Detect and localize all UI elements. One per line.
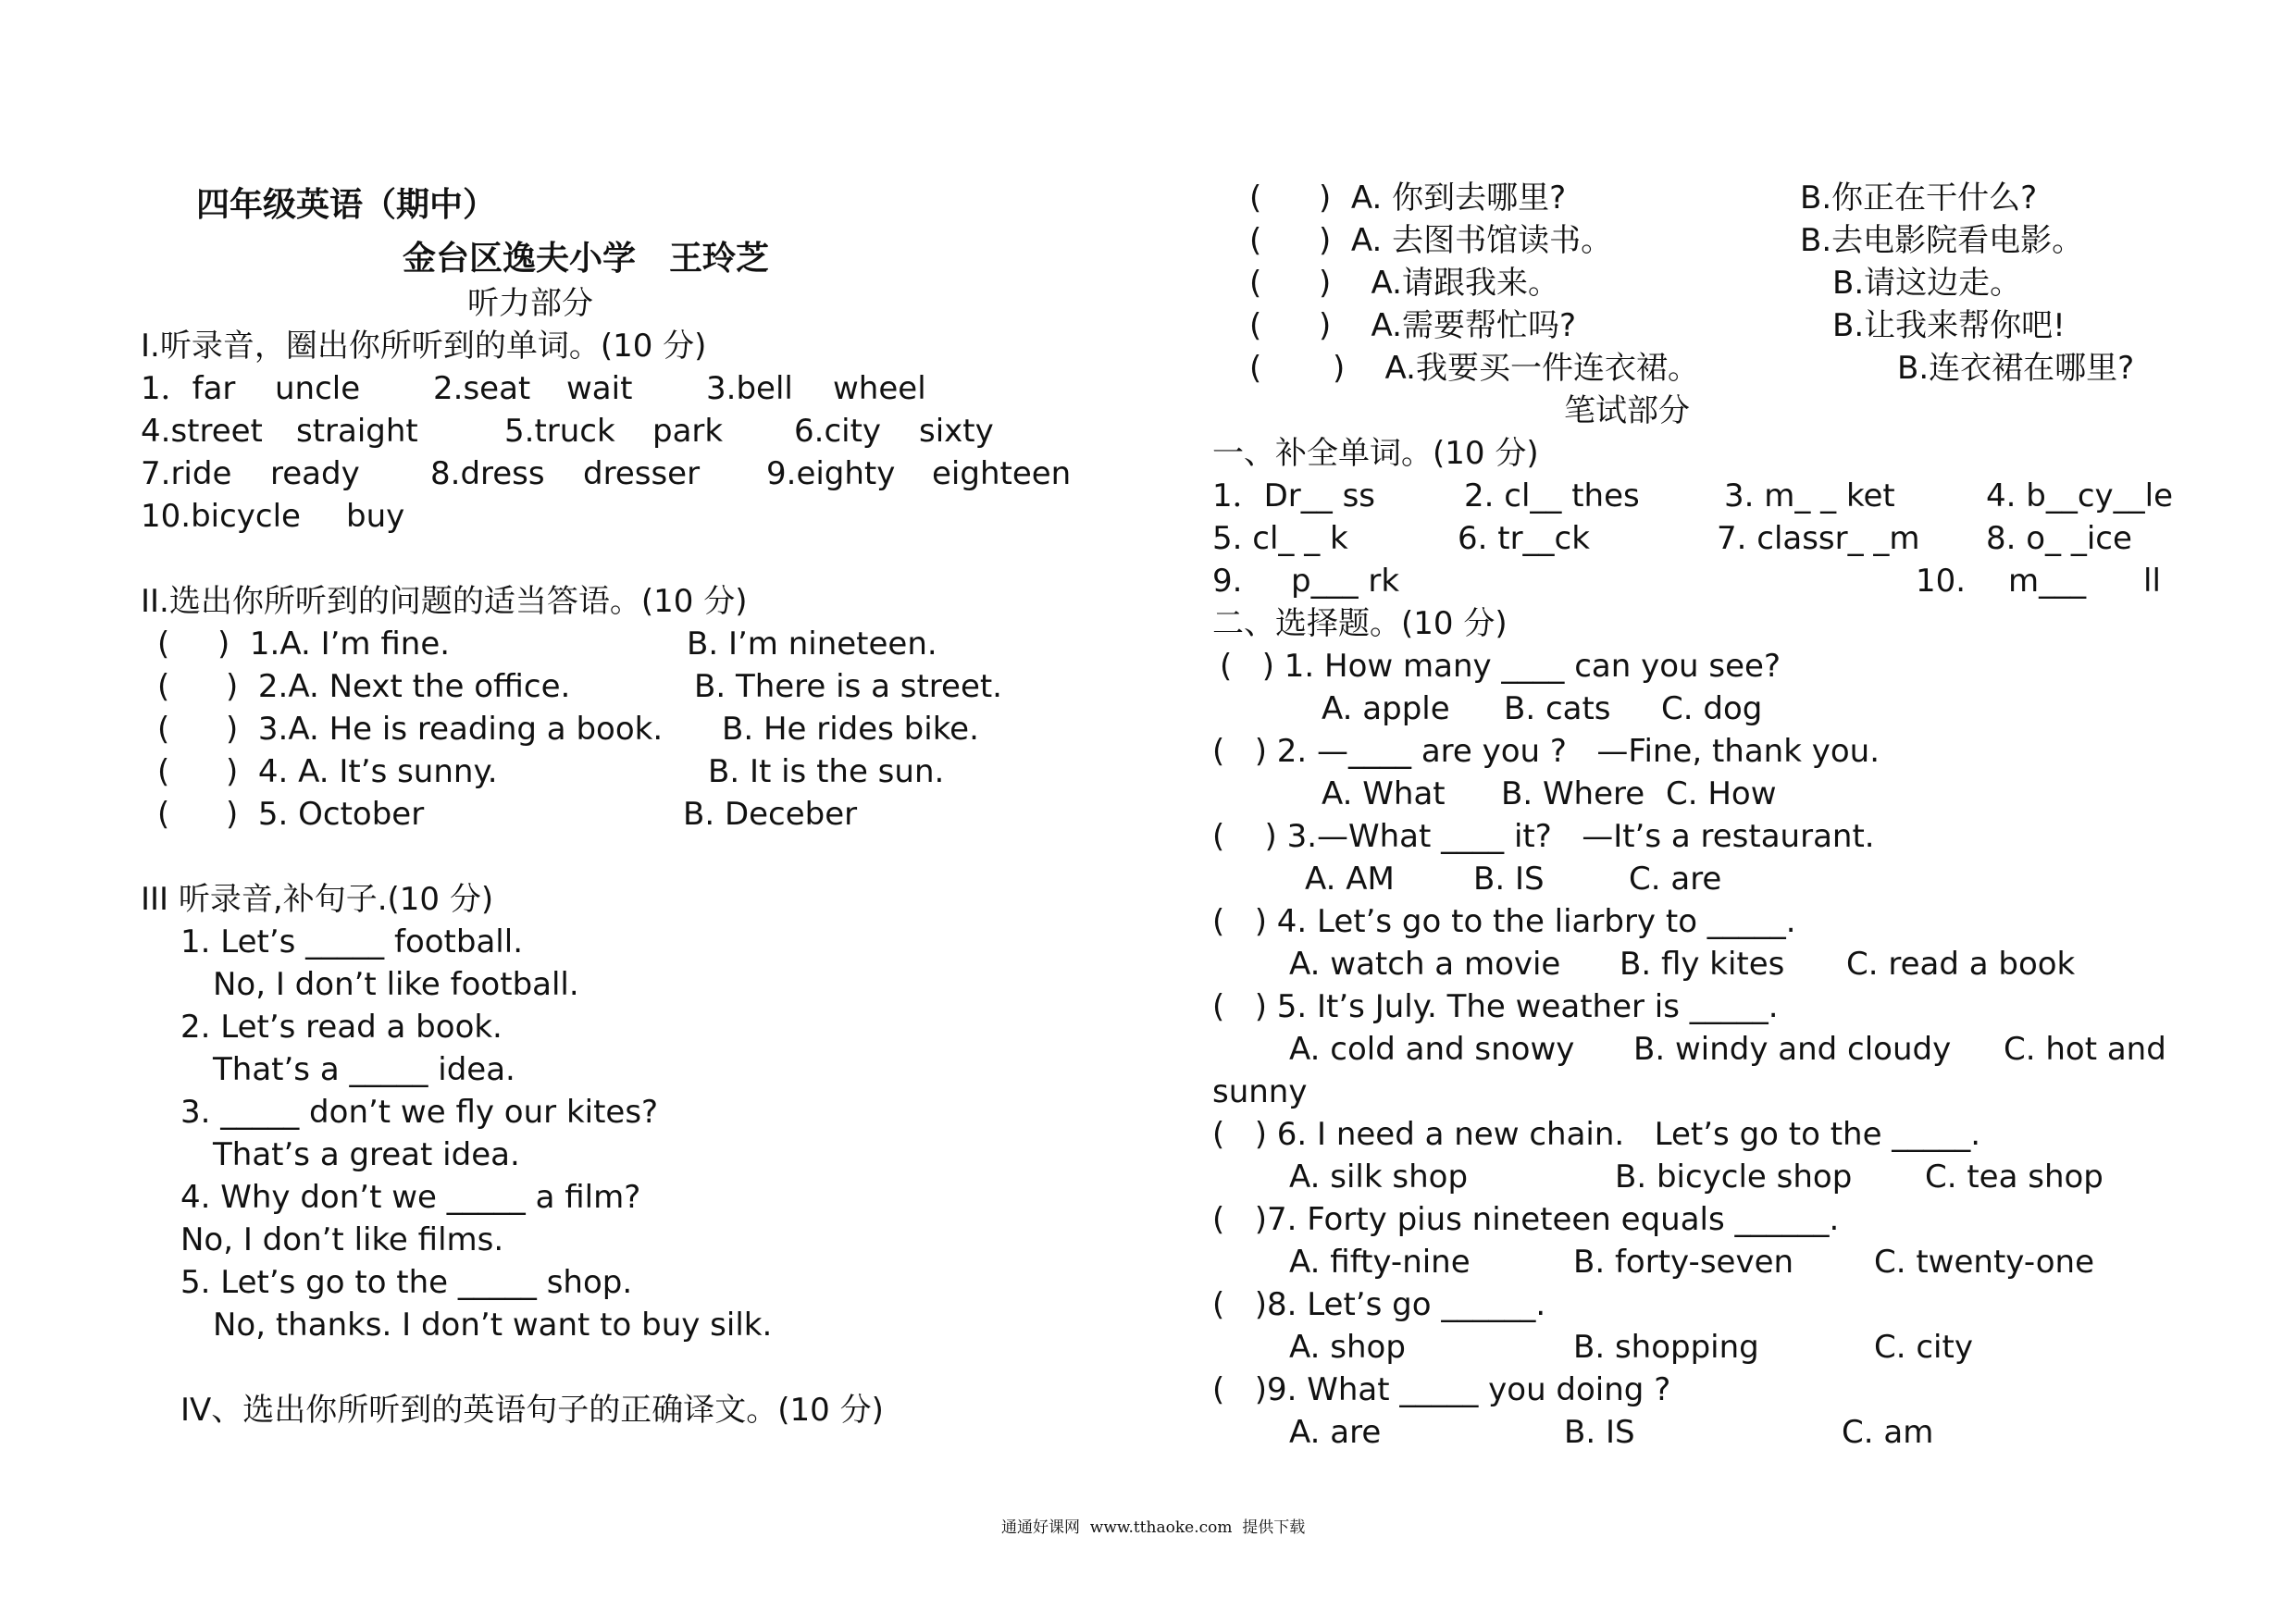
answer-paren: ( (157, 753, 170, 790)
written-1-heading: 一、补全单词。(10 分) (1212, 435, 1539, 472)
word-blank: 9. (1212, 563, 1243, 600)
question-option-b: B. I’m nineteen. (687, 626, 937, 663)
word-cell: 5.truck (504, 413, 615, 450)
translation-option-a: ) A. 你到去哪里? (1319, 180, 1567, 217)
word-cell: 1．far (141, 370, 236, 407)
word-blank: 8. o_ _ice (1986, 520, 2132, 557)
sentence-line: No, I don’t like football. (213, 966, 579, 1003)
translation-option-b: B.让我来帮你吧! (1832, 307, 2066, 344)
word-cell: uncle (275, 370, 361, 407)
word-cell: buy (346, 498, 405, 535)
mc-option-a: A. AM (1305, 861, 1395, 898)
sentence-line: That’s a great idea. (213, 1136, 520, 1173)
mc-question: ( ) 5. It’s July. The weather is _____. (1212, 988, 1779, 1025)
word-cell: 9.eighty (766, 455, 896, 492)
answer-paren: ( (157, 796, 170, 833)
mc-option-c-continued: sunny (1212, 1073, 1308, 1110)
mc-option-b: B. shopping (1573, 1329, 1759, 1366)
mc-option-c: C. hot and (2004, 1031, 2166, 1068)
page-title: 四年级英语（期中） (196, 186, 497, 224)
mc-option-b: B. fly kites (1620, 946, 1785, 983)
answer-paren: ( (1249, 307, 1262, 344)
word-cell: 3.bell (706, 370, 793, 407)
mc-option-c: C. am (1842, 1414, 1934, 1451)
mc-option-c: C. city (1874, 1329, 1973, 1366)
word-blank: 7. classr_ _m (1717, 520, 1920, 557)
sentence-line: 4. Why don’t we _____ a film? (180, 1179, 641, 1216)
mc-option-c: C. read a book (1846, 946, 2076, 983)
section-1-heading: I.听录音，圈出你所听到的单词。(10 分) (141, 328, 707, 365)
word-cell: straight (296, 413, 418, 450)
mc-option-b: B. forty-seven (1573, 1244, 1794, 1281)
sentence-line: No, I don’t like films. (180, 1221, 504, 1258)
answer-paren: ( (1249, 222, 1262, 259)
question-option-a: ) 2.A. Next the office. (226, 668, 571, 705)
word-cell: wait (566, 370, 633, 407)
word-blank: p___ rk (1291, 563, 1400, 600)
answer-paren: ( (157, 668, 170, 705)
mc-option-c: C. dog (1661, 690, 1763, 727)
mc-question: ( ) 3.—What ____ it? —It’s a restaurant. (1212, 818, 1875, 855)
section-4-heading: IV、选出你所听到的英语句子的正确译文。(10 分) (180, 1392, 884, 1429)
word-cell: dresser (583, 455, 701, 492)
mc-option-a: A. shop (1289, 1329, 1406, 1366)
question-option-b: B. He rides bike. (722, 711, 979, 748)
translation-option-b: B.你正在干什么? (1800, 180, 2038, 217)
mc-option-a: A. watch a movie (1289, 946, 1561, 983)
mc-question: ( )7. Forty pius nineteen equals ______. (1212, 1201, 1840, 1238)
word-cell: wheel (833, 370, 926, 407)
sentence-line: 3. _____ don’t we fly our kites? (180, 1094, 659, 1131)
word-cell: sixty (919, 413, 994, 450)
answer-paren: ( (157, 711, 170, 748)
writing-heading: 笔试部分 (1564, 392, 1690, 429)
question-option-a: ) 4. A. It’s sunny. (226, 753, 498, 790)
word-blank: 1．Dr__ ss (1212, 477, 1376, 514)
mc-question: ( ) 2. —____ are you ? —Fine, thank you. (1212, 733, 1880, 770)
word-blank: 10. (1916, 563, 1967, 600)
translation-option-a: ) A. 去图书馆读书。 (1319, 222, 1613, 259)
section-3-heading: III 听录音,补句子.(10 分) (141, 881, 494, 918)
mc-option-a: A. fifty-nine (1289, 1244, 1471, 1281)
sentence-line: 2. Let’s read a book. (180, 1009, 503, 1046)
question-option-a: ) 3.A. He is reading a book. (226, 711, 664, 748)
mc-question: ( ) 6. I need a new chain. Let’s go to the _____. (1212, 1116, 1981, 1153)
translation-option-b: B.去电影院看电影。 (1800, 222, 2084, 259)
mc-option-c: C. twenty-one (1874, 1244, 2094, 1281)
mc-option-c: C. How (1666, 775, 1777, 812)
mc-option-a: A. silk shop (1289, 1158, 1469, 1196)
word-cell: 4.street (141, 413, 263, 450)
word-blank: 5. cl_ _ k (1212, 520, 1348, 557)
answer-paren: ( (157, 626, 170, 663)
answer-paren: ( (1249, 265, 1262, 302)
translation-option-b: B.请这边走。 (1832, 265, 2022, 302)
sentence-line: 1. Let’s _____ football. (180, 923, 523, 960)
mc-question: ( )9. What _____ you doing ? (1212, 1371, 1671, 1408)
mc-question: ( )8. Let’s go ______. (1212, 1286, 1546, 1323)
listening-heading: 听力部分 (467, 285, 593, 322)
word-cell: ready (270, 455, 360, 492)
mc-option-a: A. cold and snowy (1289, 1031, 1575, 1068)
section-2-heading: II.选出你所听到的问题的适当答语。(10 分) (141, 583, 748, 620)
mc-question: ( ) 4. Let’s go to the liarbry to _____. (1212, 903, 1796, 940)
question-option-a: ) 5. October (226, 796, 425, 833)
answer-paren: ( (1249, 350, 1262, 387)
word-cell: 2.seat (433, 370, 531, 407)
mc-option-a: A. apple (1322, 690, 1450, 727)
word-blank: 6. tr__ck (1458, 520, 1590, 557)
mc-option-b: B. cats (1504, 690, 1611, 727)
word-blank: ll (2143, 563, 2161, 600)
word-blank: m___ (2008, 563, 2087, 600)
sentence-line: That’s a _____ idea. (213, 1051, 515, 1088)
footer-credit: 通通好课网 www.tthaoke.com 提供下载 (1001, 1518, 1306, 1537)
mc-option-b: B. IS (1564, 1414, 1635, 1451)
mc-question: ( ) 1. How many ____ can you see? (1220, 648, 1781, 685)
translation-option-a: ) A.我要买一件连衣裙。 (1333, 350, 1699, 387)
question-option-a: ) 1.A. I’m fine. (217, 626, 451, 663)
translation-option-b: B.连衣裙在哪里? (1897, 350, 2135, 387)
mc-option-b: B. windy and cloudy (1633, 1031, 1952, 1068)
word-blank: 2. cl__ thes (1464, 477, 1640, 514)
sentence-line: No, thanks. I don’t want to buy silk. (213, 1307, 773, 1344)
word-cell: 6.city (794, 413, 882, 450)
word-cell: park (652, 413, 724, 450)
question-option-b: B. Deceber (683, 796, 858, 833)
sentence-line: 5. Let’s go to the _____ shop. (180, 1264, 633, 1301)
translation-option-a: ) A.需要帮忙吗? (1319, 307, 1577, 344)
mc-option-c: C. are (1629, 861, 1722, 898)
word-cell: 7.ride (141, 455, 232, 492)
translation-option-a: ) A.请跟我来。 (1319, 265, 1559, 302)
mc-option-a: A. are (1289, 1414, 1382, 1451)
word-cell: 8.dress (430, 455, 545, 492)
word-cell: 10.bicycle (141, 498, 301, 535)
mc-option-b: B. IS (1473, 861, 1545, 898)
question-option-b: B. It is the sun. (708, 753, 945, 790)
mc-option-b: B. Where (1501, 775, 1645, 812)
question-option-b: B. There is a street. (694, 668, 1002, 705)
mc-option-c: C. tea shop (1925, 1158, 2104, 1196)
mc-option-a: A. What (1322, 775, 1446, 812)
word-blank: 4. b__cy__le (1986, 477, 2174, 514)
author-line: 金台区逸夫小学 王玲芝 (403, 240, 770, 278)
word-cell: eighteen (932, 455, 1072, 492)
word-blank: 3. m_ _ ket (1724, 477, 1895, 514)
written-2-heading: 二、选择题。(10 分) (1212, 605, 1508, 642)
mc-option-b: B. bicycle shop (1615, 1158, 1853, 1196)
answer-paren: ( (1249, 180, 1262, 217)
